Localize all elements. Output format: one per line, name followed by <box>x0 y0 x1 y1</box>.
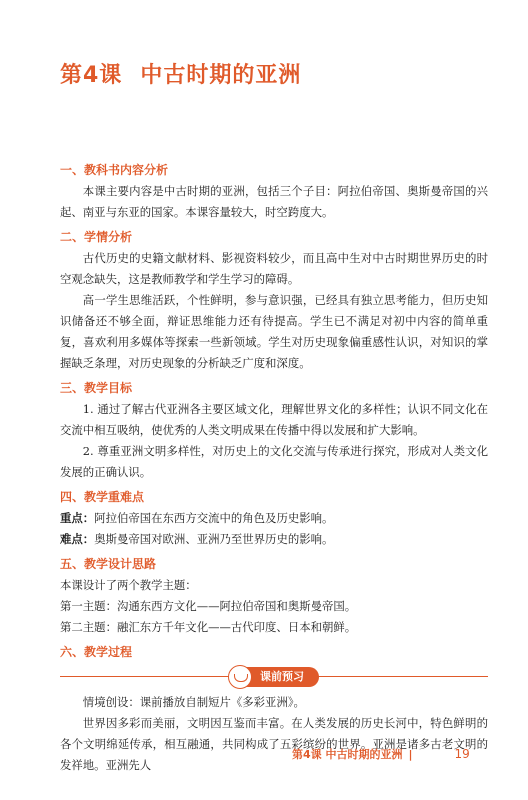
lesson-plan-content <box>60 160 488 776</box>
section-heading-design-ideas: 五、教学设计思路 <box>60 557 157 571</box>
section-heading-content-analysis: 一、教科书内容分析 <box>60 163 169 177</box>
paragraph: 2. 尊重亚洲文明多样性，对历史上的文化交流与传承进行探究，形成对人类文化发展的正确认识。 <box>60 444 488 479</box>
key-point-line <box>60 508 488 529</box>
preview-divider <box>60 665 488 689</box>
section-heading-student-analysis: 二、学情分析 <box>60 230 133 244</box>
footer-lesson-title: 中古时期的亚洲 <box>325 748 403 761</box>
difficult-point-text: 奥斯曼帝国对欧洲、亚洲乃至世界历史的影响。 <box>94 532 334 546</box>
paragraph: 高一学生思维活跃，个性鲜明，参与意识强，已经具有独立思考能力，但历史知识储备还不够全面，辩证思维能力还有待提高。学生已不满足对初中内容的简单重复，喜欢利用多媒体等探索一些新领域。学生对历史现象偏重感性认识，对知识的掌握缺乏条理，对历史现象的分析缺乏广度和深度。 <box>60 293 488 370</box>
page-number: 19 <box>454 747 470 761</box>
paragraph: 第二主题：融汇东方千年文化——古代印度、日本和朝鲜。 <box>60 620 357 634</box>
paragraph: 本课主要内容是中古时期的亚洲，包括三个子目：阿拉伯帝国、奥斯曼帝国的兴起、南亚与东亚的国家。本课容量较大，时空跨度大。 <box>60 184 488 219</box>
paragraph: 本课设计了两个教学主题： <box>60 578 197 592</box>
paragraph: 情境创设：课前播放自制短片《多彩亚洲》。 <box>82 695 305 709</box>
footer-separator: | <box>408 748 413 761</box>
footer-lesson-number: 第4课 <box>292 748 322 761</box>
lesson-number: 第4课 <box>60 63 123 88</box>
paragraph: 第一主题：沟通东西方文化——阿拉伯帝国和奥斯曼帝国。 <box>60 599 357 613</box>
preview-badge: 课前预习 <box>235 667 319 687</box>
page-title <box>60 58 301 89</box>
paragraph: 世界因多彩而美丽，文明因互鉴而丰富。在人类发展的历史长河中，特色鲜明的各个文明绵延传承，相互融通，共同构成了五彩缤纷的世界。亚洲是诸多古老文明的发祥地。亚洲先人 <box>60 716 488 772</box>
key-point-label: 重点： <box>60 511 95 525</box>
paragraph: 古代历史的史籍文献材料、影视资料较少，而且高中生对中古时期世界历史的时空观念缺失，这是教师教学和学生学习的障碍。 <box>60 251 488 286</box>
section-heading-teaching-process: 六、教学过程 <box>60 645 133 659</box>
paragraph: 1. 通过了解古代亚洲各主要区域文化，理解世界文化的多样性；认识不同文化在交流中相互吸纳，使优秀的人类文明成果在传播中得以发展和扩大影响。 <box>60 402 488 437</box>
page-footer <box>292 746 470 762</box>
key-point-text: 阿拉伯帝国在东西方交流中的角色及历史影响。 <box>94 511 334 525</box>
section-heading-teaching-goals: 三、教学目标 <box>60 381 133 395</box>
difficult-point-line <box>60 529 488 550</box>
section-heading-key-points: 四、教学重难点 <box>60 490 145 504</box>
lesson-title: 中古时期的亚洲 <box>140 63 302 88</box>
difficult-point-label: 难点： <box>60 532 95 546</box>
book-icon <box>228 665 252 689</box>
